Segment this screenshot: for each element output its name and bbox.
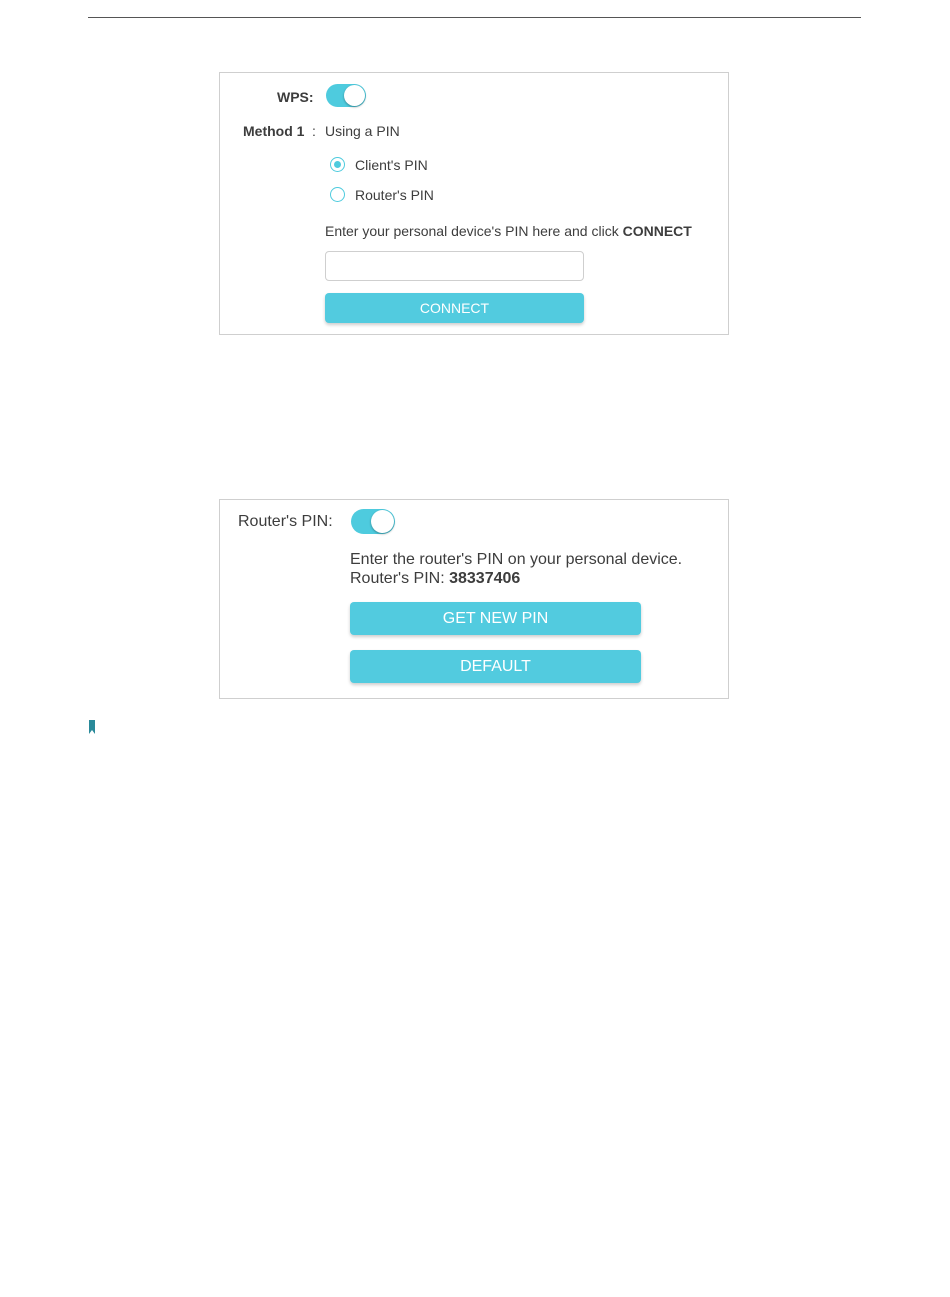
- toggle-knob: [371, 510, 394, 533]
- page-header-divider: [88, 17, 861, 18]
- radio-clients-pin[interactable]: [330, 157, 345, 172]
- router-pin-display: [350, 570, 520, 588]
- pin-instruction: [325, 223, 692, 239]
- router-pin-toggle[interactable]: [351, 509, 395, 534]
- radio-selected-dot: [334, 161, 341, 168]
- router-pin-label: Router's PIN:: [238, 513, 333, 530]
- router-pin-prefix: Router's PIN:: [350, 570, 450, 587]
- pin-instruction-bold: CONNECT: [622, 223, 692, 239]
- connect-button[interactable]: CONNECT: [325, 293, 584, 323]
- bookmark-icon: [89, 720, 95, 734]
- toggle-knob: [344, 85, 365, 106]
- wps-label: WPS:: [277, 89, 314, 105]
- method-colon: :: [312, 123, 316, 139]
- client-pin-input[interactable]: [325, 251, 584, 281]
- router-pin-panel: [219, 499, 729, 699]
- method-value: Using a PIN: [325, 123, 400, 139]
- radio-routers-pin[interactable]: [330, 187, 345, 202]
- router-pin-instruction: Enter the router's PIN on your personal device.: [350, 551, 683, 568]
- wps-settings-panel: [219, 72, 729, 335]
- radio-label-routers-pin[interactable]: Router's PIN: [355, 187, 434, 203]
- default-button[interactable]: DEFAULT: [350, 650, 641, 683]
- pin-instruction-text: Enter your personal device's PIN here and click: [325, 223, 623, 239]
- wps-toggle[interactable]: [326, 84, 366, 107]
- method-label: Method 1: [243, 123, 305, 139]
- radio-label-clients-pin[interactable]: Client's PIN: [355, 157, 428, 173]
- get-new-pin-button[interactable]: GET NEW PIN: [350, 602, 641, 635]
- router-pin-value: 38337406: [449, 570, 521, 587]
